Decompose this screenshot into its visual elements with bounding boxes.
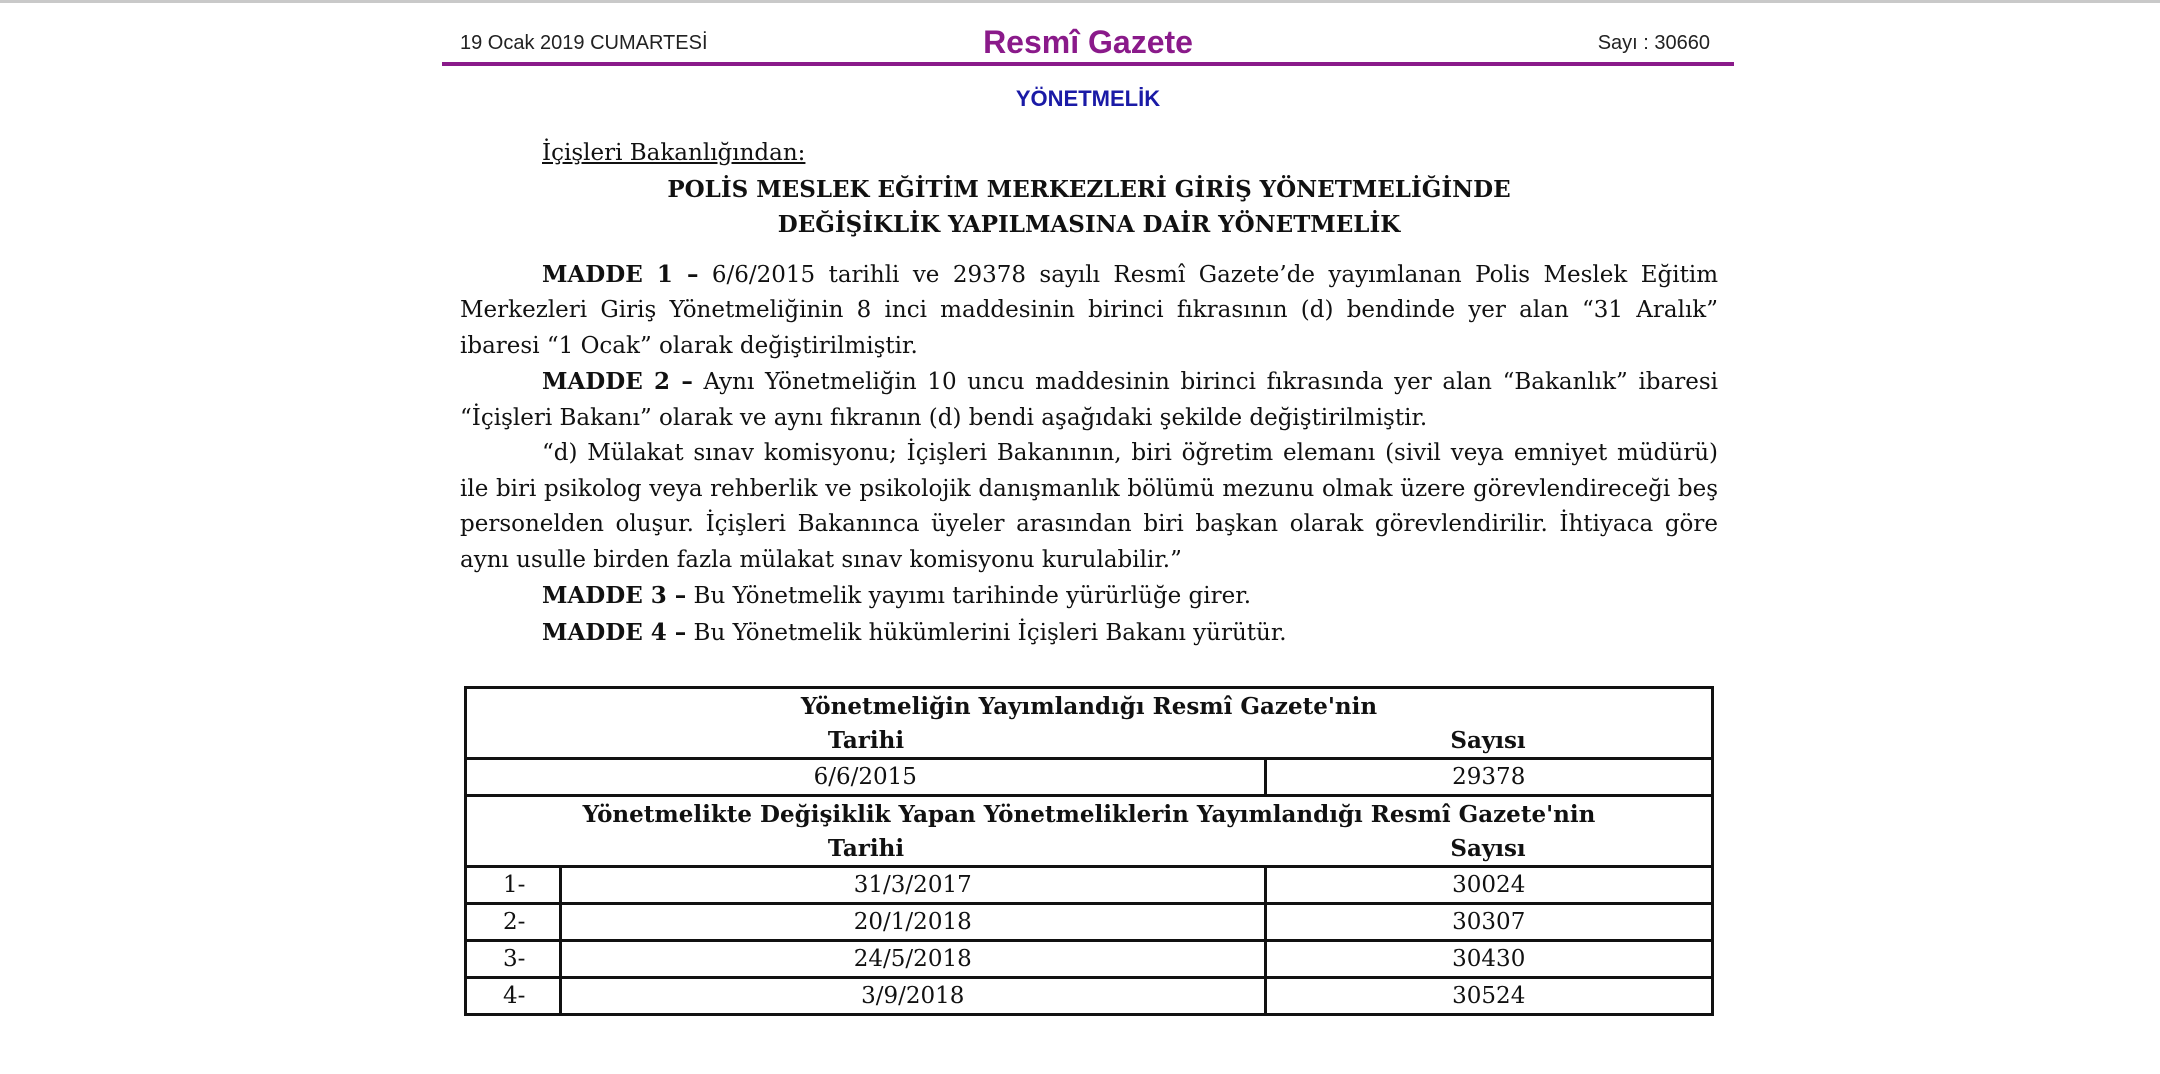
column-date-header: Tarihi xyxy=(466,723,1266,759)
article-text: “d) Mülakat sınav komisyonu; İçişleri Bakanının, biri öğretim elemanı (sivil veya emniyet müdürü) ile biri psikolog veya rehberlik ve psikolojik danışmanlık bölümü mezunu olmak üzere görevlendireceği beş personelden oluşur. İçişleri Bakanınca üyeler arasından biri başkan olarak görevlendirilir. İhtiyaca göre aynı usulle birden fazla mülakat sınav komisyonu kurulabilir.” xyxy=(460,440,1718,573)
row-date: 31/3/2017 xyxy=(561,867,1266,904)
original-date: 6/6/2015 xyxy=(466,759,1266,796)
article-2 xyxy=(460,364,1718,436)
row-date: 20/1/2018 xyxy=(561,904,1266,941)
column-date-header: Tarihi xyxy=(466,831,1266,867)
article-label: MADDE 1 – xyxy=(542,260,699,288)
table-heading-row xyxy=(466,688,1713,724)
table-heading-row xyxy=(466,796,1713,832)
publication-history-table xyxy=(464,686,1714,1016)
row-number: 30430 xyxy=(1265,941,1713,978)
article-3 xyxy=(460,578,1718,615)
table-row xyxy=(466,941,1713,978)
row-date: 3/9/2018 xyxy=(561,978,1266,1015)
article-label: MADDE 3 – xyxy=(542,582,687,609)
row-date: 24/5/2018 xyxy=(561,941,1266,978)
amendments-heading: Yönetmelikte Değişiklik Yapan Yönetmeliklerin Yayımlandığı Resmî Gazete'nin xyxy=(466,796,1713,832)
regulation-title-line-2: DEĞİŞİKLİK YAPILMASINA DAİR YÖNETMELİK xyxy=(777,211,1401,238)
table-row xyxy=(466,867,1713,904)
article-text: Bu Yönetmelik yayımı tarihinde yürürlüğe girer. xyxy=(686,583,1252,609)
regulation-title-line-1: POLİS MESLEK EĞİTİM MERKEZLERİ GİRİŞ YÖNETMELİĞİNDE xyxy=(667,175,1511,203)
column-number-header: Sayısı xyxy=(1265,831,1713,867)
table-row xyxy=(466,759,1713,796)
header-divider xyxy=(442,62,1734,66)
article-1 xyxy=(460,257,1718,365)
article-label: MADDE 2 – xyxy=(542,368,693,395)
article-label: MADDE 4 – xyxy=(542,618,687,646)
row-number: 30524 xyxy=(1265,978,1713,1015)
gazette-title: Resmî Gazete xyxy=(983,24,1193,60)
original-number: 29378 xyxy=(1265,759,1713,796)
table-row xyxy=(466,978,1713,1015)
row-index: 1- xyxy=(466,867,561,904)
original-heading: Yönetmeliğin Yayımlandığı Resmî Gazete'nin xyxy=(466,688,1713,724)
regulation-body xyxy=(460,136,1718,651)
publication-date: 19 Ocak 2019 CUMARTESİ xyxy=(460,32,708,54)
table-header-row xyxy=(466,723,1713,759)
article-text: Bu Yönetmelik hükümlerini İçişleri Bakanı yürütür. xyxy=(686,619,1287,646)
row-index: 3- xyxy=(466,941,561,978)
table-header-row xyxy=(466,831,1713,867)
table-row xyxy=(466,904,1713,941)
regulation-title xyxy=(460,172,1718,243)
window-top-border xyxy=(0,0,2160,3)
row-number: 30024 xyxy=(1265,867,1713,904)
column-number-header: Sayısı xyxy=(1265,723,1713,759)
article-2-quoted-clause xyxy=(460,436,1718,578)
row-index: 4- xyxy=(466,978,561,1015)
article-text: 6/6/2015 tarihli ve 29378 sayılı Resmî Gazete’de yayımlanan Polis Meslek Eğitim Merkezleri Giriş Yönetmeliğinin 8 inci maddesinin birinci fıkrasının (d) bendinde yer alan “31 Aralık” ibaresi “1 Ocak” olarak değiştirilmiştir. xyxy=(460,261,1718,359)
article-4 xyxy=(460,615,1718,652)
article-text: Aynı Yönetmeliğin 10 uncu maddesinin birinci fıkrasında yer alan “Bakanlık” ibaresi “İçişleri Bakanı” olarak ve aynı fıkranın (d) bendi aşağıdaki şekilde değiştirilmiştir. xyxy=(460,369,1718,431)
issue-number: Sayı : 30660 xyxy=(1597,32,1710,54)
row-index: 2- xyxy=(466,904,561,941)
section-label: YÖNETMELİK xyxy=(1015,86,1161,111)
gazette-header xyxy=(442,24,1734,64)
row-number: 30307 xyxy=(1265,904,1713,941)
ministry-name: İçişleri Bakanlığından: xyxy=(542,140,806,166)
